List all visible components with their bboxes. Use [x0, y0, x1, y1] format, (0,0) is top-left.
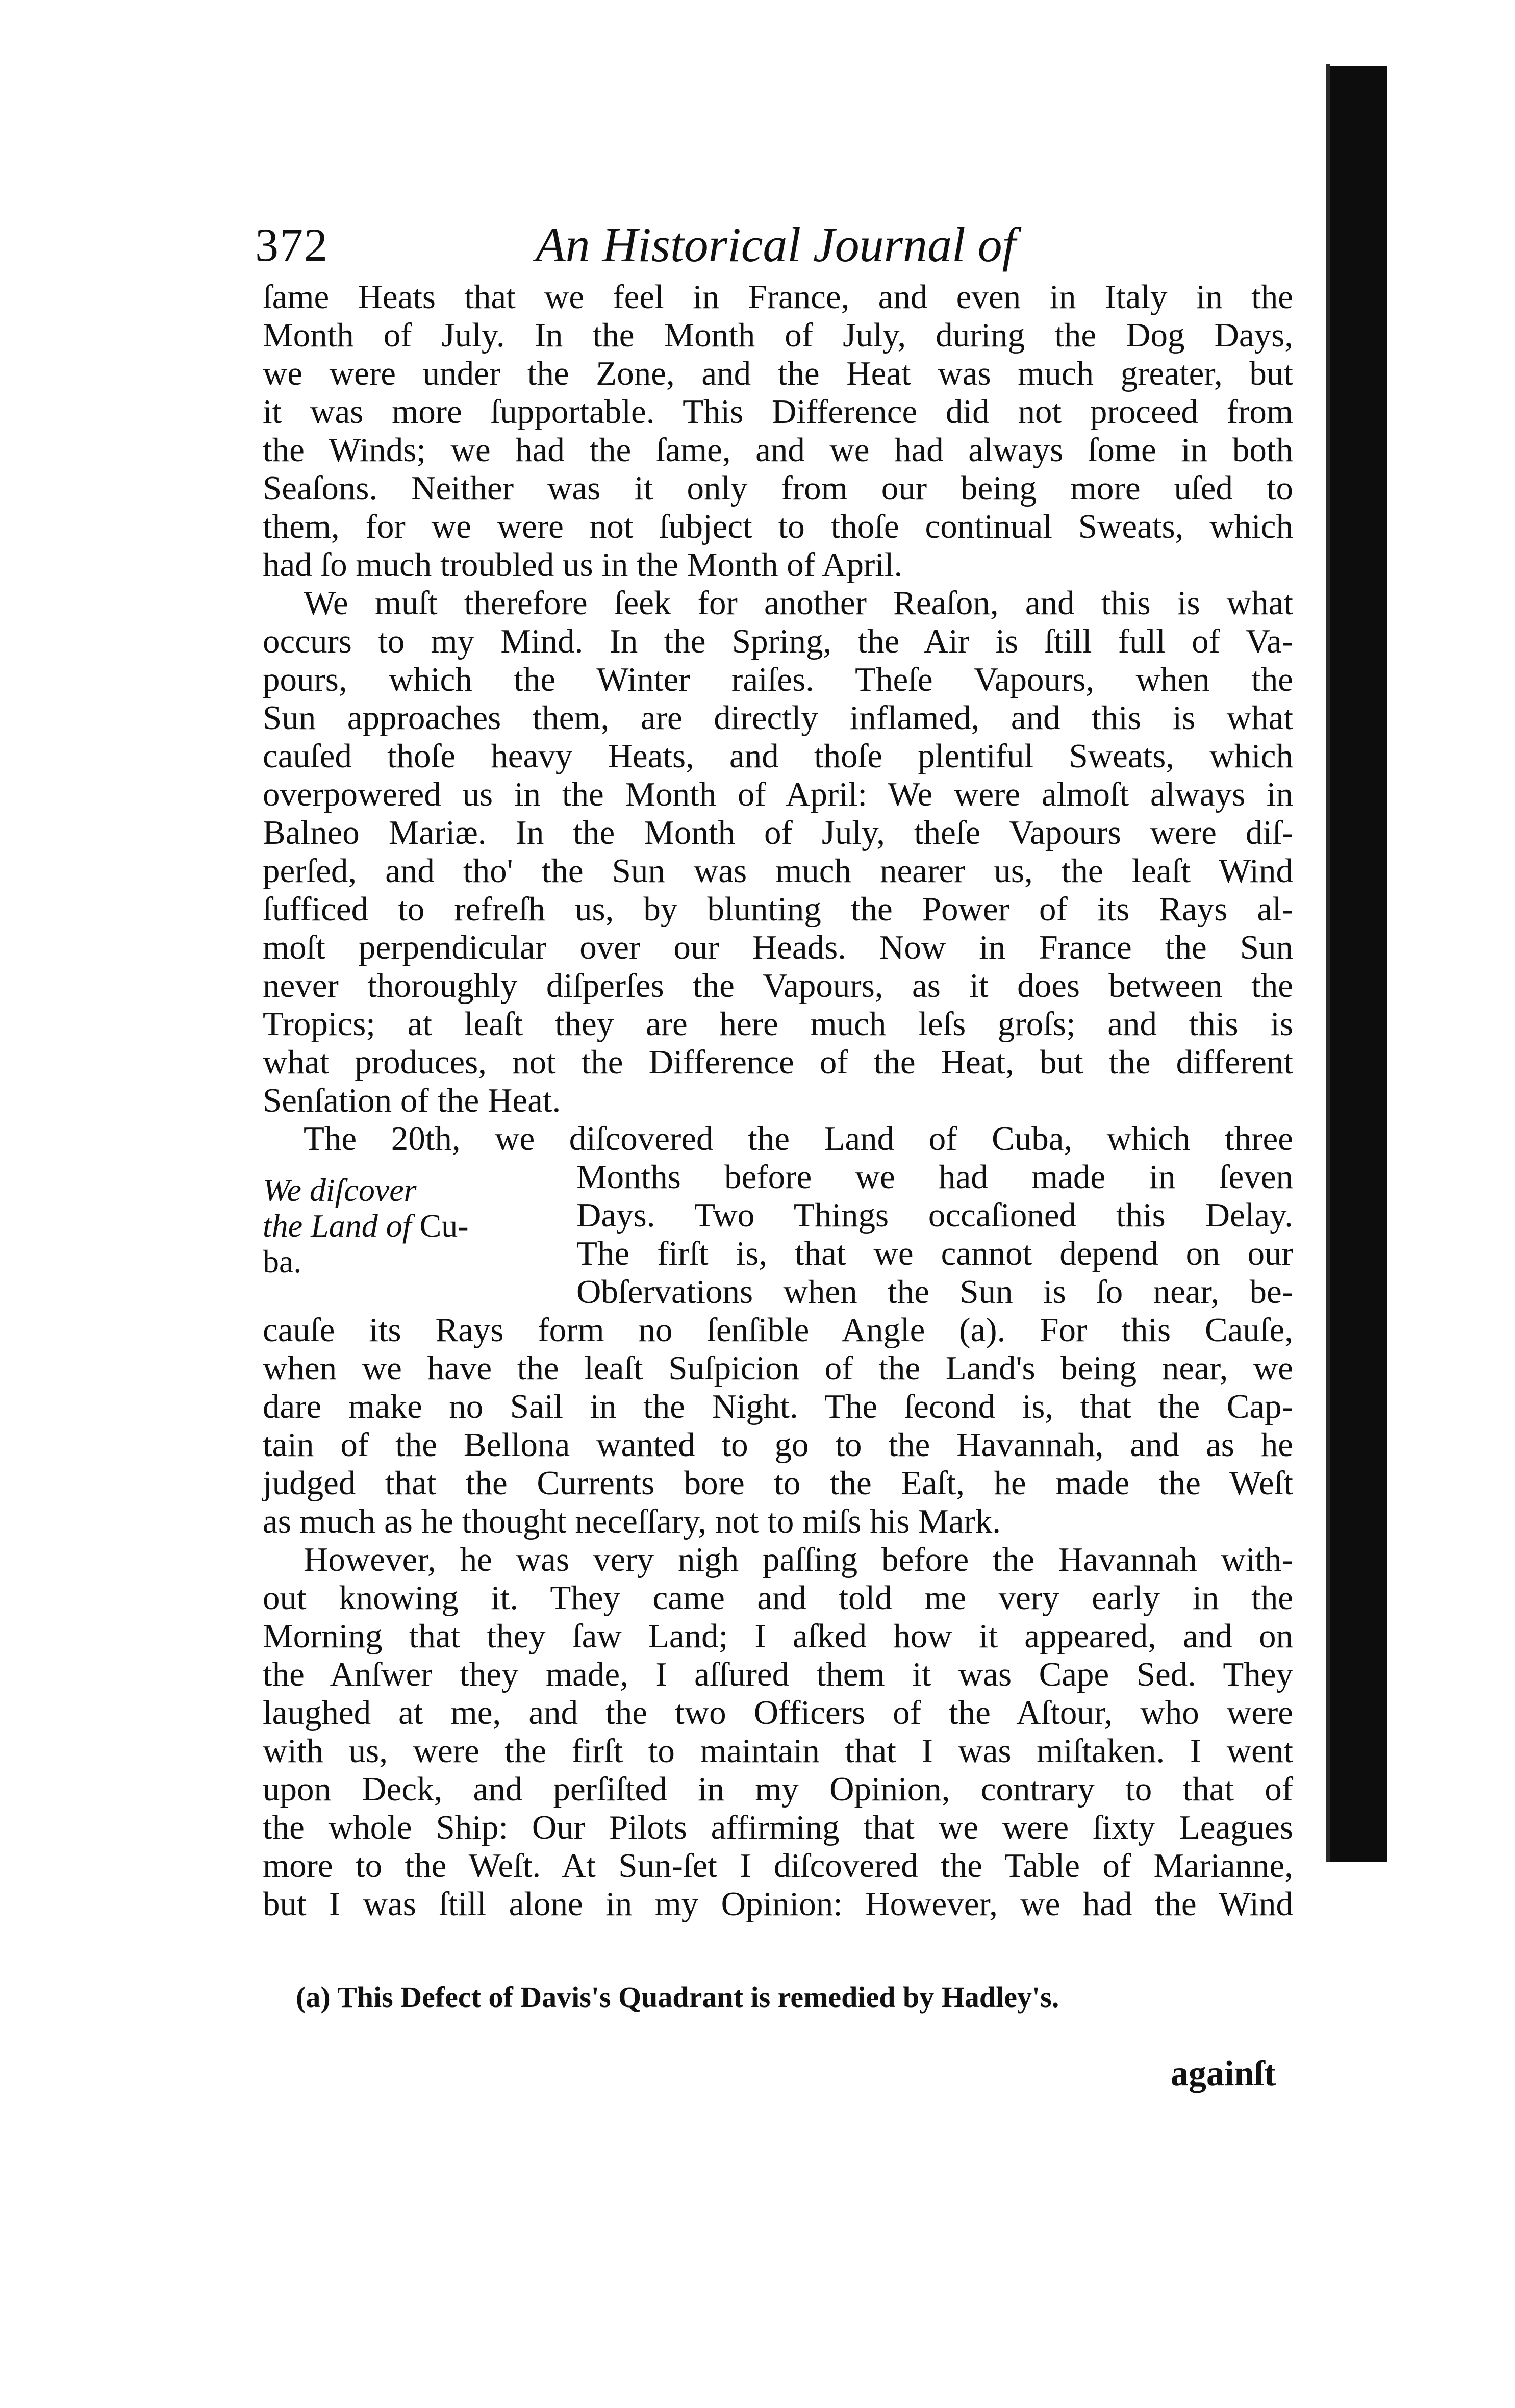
text-line: Sun approaches them, are directly inflamed, and this is what	[263, 699, 1293, 737]
text-line: it was more ſupportable. This Difference did not proceed from	[263, 393, 1293, 431]
text-line: perſed, and tho' the Sun was much nearer us, the leaſt Wind	[263, 852, 1293, 890]
text-line: out knowing it. They came and told me very early in the	[263, 1579, 1293, 1617]
text-line: more to the Weſt. At Sun-ſet I diſcovered the Table of Marianne,	[263, 1847, 1293, 1885]
body-text	[263, 278, 1293, 1923]
text-line: Days. Two Things occaſioned this Delay.	[576, 1196, 1293, 1234]
text-line: ſame Heats that we feel in France, and even in Italy in the	[263, 278, 1293, 316]
paragraph-2	[263, 584, 1293, 1120]
text-line: Senſation of the Heat.	[263, 1082, 561, 1119]
sidenote-line: We diſcover	[263, 1172, 417, 1208]
text-line: overpowered us in the Month of April: We were almoſt always in	[263, 775, 1293, 813]
sidenote-line: ba.	[263, 1243, 302, 1280]
text-line: ſufficed to refreſh us, by blunting the Power of its Rays al-	[263, 890, 1293, 928]
paragraph-3	[263, 1120, 1293, 1541]
page-number: 372	[255, 219, 329, 271]
text-line: The firſt is, that we cannot depend on our	[576, 1235, 1293, 1272]
text-line: with us, were the firſt to maintain that I was miſtaken. I went	[263, 1732, 1293, 1770]
text-line: laughed at me, and the two Officers of the Aſtour, who were	[263, 1694, 1293, 1732]
text-line: upon Deck, and perſiſted in my Opinion, contrary to that of	[263, 1770, 1293, 1808]
text-line: the whole Ship: Our Pilots affirming that we were ſixty Leagues	[263, 1809, 1293, 1846]
text-line: pours, which the Winter raiſes. Theſe Vapours, when the	[263, 661, 1293, 698]
indented-text	[576, 1158, 1293, 1311]
sidenote-line: the Land of	[263, 1208, 412, 1244]
paragraph-1	[263, 278, 1293, 584]
sidenote-line: Cu-	[411, 1208, 469, 1244]
text-line: the Winds; we had the ſame, and we had always ſome in both	[263, 431, 1293, 469]
text-line: them, for we were not ſubject to thoſe continual Sweats, which	[263, 508, 1293, 545]
text-line: judged that the Currents bore to the Eaſt, he made the Weſt	[263, 1464, 1293, 1502]
text-line: Obſervations when the Sun is ſo near, be-	[576, 1273, 1293, 1311]
text-line: Months before we had made in ſeven	[576, 1158, 1293, 1196]
text-line: had ſo much troubled us in the Month of April.	[263, 546, 903, 584]
text-line: However, he was very nigh paſſing before the Havannah with-	[304, 1541, 1293, 1578]
running-title: An Historical Journal of	[536, 217, 1016, 272]
text-line: cauſe its Rays form no ſenſible Angle (a). For this Cauſe,	[263, 1311, 1293, 1349]
text-line: Seaſons. Neither was it only from our being more uſed to	[263, 469, 1293, 507]
text-line: The 20th, we diſcovered the Land of Cuba, which three	[304, 1120, 1293, 1158]
sidenote-block	[263, 1158, 1293, 1311]
text-line: when we have the leaſt Suſpicion of the Land's being near, we	[263, 1349, 1293, 1387]
page-edge-shadow	[1326, 64, 1330, 1862]
text-line: dare make no Sail in the Night. The ſecond is, that the Cap-	[263, 1388, 1293, 1425]
text-line: as much as he thought neceſſary, not to miſs his Mark.	[263, 1502, 1001, 1540]
paragraph-4	[263, 1541, 1293, 1923]
text-line: cauſed thoſe heavy Heats, and thoſe plentiful Sweats, which	[263, 737, 1293, 775]
page-edge-bar	[1330, 66, 1387, 1862]
text-line: we were under the Zone, and the Heat was much greater, but	[263, 355, 1293, 392]
page-header	[255, 214, 1306, 275]
text-line: what produces, not the Difference of the Heat, but the different	[263, 1043, 1293, 1081]
text-line: but I was ſtill alone in my Opinion: However, we had the Wind	[263, 1885, 1293, 1923]
text-line: Month of July. In the Month of July, during the Dog Days,	[263, 316, 1293, 354]
text-line: the Anſwer they made, I aſſured them it was Cape Sed. They	[263, 1655, 1293, 1693]
text-line: Morning that they ſaw Land; I aſked how it appeared, and on	[263, 1617, 1293, 1655]
catchword: againſt	[1171, 2054, 1276, 2093]
text-line: tain of the Bellona wanted to go to the Havannah, and as he	[263, 1426, 1293, 1464]
text-line: We muſt therefore ſeek for another Reaſon, and this is what	[304, 584, 1293, 622]
footnote: (a) This Defect of Davis's Quadrant is remedied by Hadley's.	[296, 1980, 1059, 2014]
text-line: Balneo Mariæ. In the Month of July, theſe Vapours were diſ-	[263, 814, 1293, 851]
text-line: Tropics; at leaſt they are here much leſs groſs; and this is	[263, 1005, 1293, 1043]
marginal-note	[263, 1172, 528, 1280]
text-line: moſt perpendicular over our Heads. Now in France the Sun	[263, 929, 1293, 966]
text-line: occurs to my Mind. In the Spring, the Air is ſtill full of Va-	[263, 622, 1293, 660]
text-line: never thoroughly diſperſes the Vapours, as it does between the	[263, 967, 1293, 1005]
